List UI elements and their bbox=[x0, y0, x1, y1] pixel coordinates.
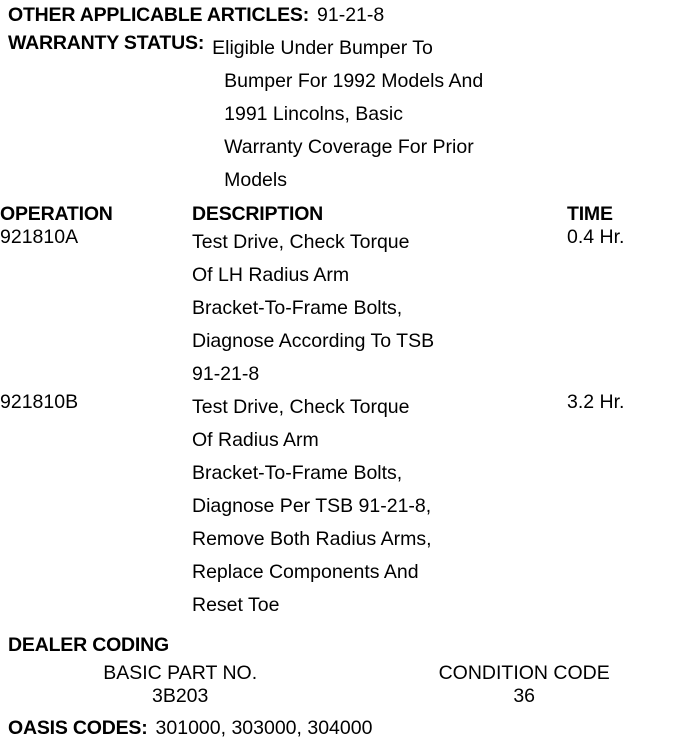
description-line: Test Drive, Check Torque bbox=[192, 396, 410, 418]
operation-code: 921810B bbox=[0, 391, 79, 413]
oasis-codes-row bbox=[0, 717, 688, 740]
description-line: Bracket-To-Frame Bolts, bbox=[192, 462, 403, 484]
warranty-status-line: Warranty Coverage For Prior bbox=[224, 136, 474, 158]
oasis-codes-label: OASIS CODES: bbox=[8, 717, 148, 739]
warranty-status-label: WARRANTY STATUS: bbox=[8, 32, 205, 54]
table-row bbox=[0, 391, 688, 622]
description-line: Of Radius Arm bbox=[192, 429, 319, 451]
table-row bbox=[0, 226, 688, 391]
other-applicable-articles-row bbox=[0, 4, 688, 27]
column-header-basic-part-no: BASIC PART NO. bbox=[103, 662, 258, 684]
description-line: 91-21-8 bbox=[192, 363, 260, 385]
operation-time: 3.2 Hr. bbox=[567, 391, 625, 413]
operation-description bbox=[192, 391, 567, 622]
column-header-condition-code: CONDITION CODE bbox=[438, 662, 610, 684]
other-applicable-articles-label: OTHER APPLICABLE ARTICLES: bbox=[8, 4, 310, 26]
dealer-coding-value-row bbox=[0, 685, 688, 708]
operations-table-header-row bbox=[0, 203, 688, 226]
warranty-status-line: 1991 Lincolns, Basic bbox=[224, 103, 403, 125]
warranty-status-line: Models bbox=[224, 169, 287, 191]
dealer-coding-heading: DEALER CODING bbox=[8, 634, 169, 656]
description-line: Remove Both Radius Arms, bbox=[192, 528, 432, 550]
description-line: Diagnose Per TSB 91-21-8, bbox=[192, 495, 432, 517]
service-bulletin-page bbox=[0, 4, 688, 756]
operation-description bbox=[192, 226, 567, 391]
condition-code-value: 36 bbox=[513, 685, 536, 707]
description-line: Replace Components And bbox=[192, 561, 419, 583]
description-line: Of LH Radius Arm bbox=[192, 264, 350, 286]
warranty-status-line: Bumper For 1992 Models And bbox=[224, 70, 484, 92]
warranty-status-value bbox=[212, 32, 483, 197]
description-line: Reset Toe bbox=[192, 594, 280, 616]
description-line: Diagnose According To TSB bbox=[192, 330, 435, 352]
warranty-status-line: Eligible Under Bumper To bbox=[212, 37, 433, 59]
operation-time: 0.4 Hr. bbox=[567, 226, 625, 248]
column-header-time: TIME bbox=[567, 203, 613, 225]
description-line: Test Drive, Check Torque bbox=[192, 231, 410, 253]
basic-part-no-value: 3B203 bbox=[151, 685, 209, 707]
other-applicable-articles-value: 91-21-8 bbox=[317, 4, 385, 26]
column-header-operation: OPERATION bbox=[0, 203, 113, 225]
oasis-codes-value: 301000, 303000, 304000 bbox=[155, 717, 373, 739]
column-header-description: DESCRIPTION bbox=[192, 203, 324, 225]
dealer-coding-table bbox=[0, 662, 688, 708]
operations-table bbox=[0, 203, 688, 622]
warranty-status-row bbox=[0, 32, 688, 197]
operation-code: 921810A bbox=[0, 226, 79, 248]
dealer-coding-header-row bbox=[0, 662, 688, 685]
description-line: Bracket-To-Frame Bolts, bbox=[192, 297, 403, 319]
